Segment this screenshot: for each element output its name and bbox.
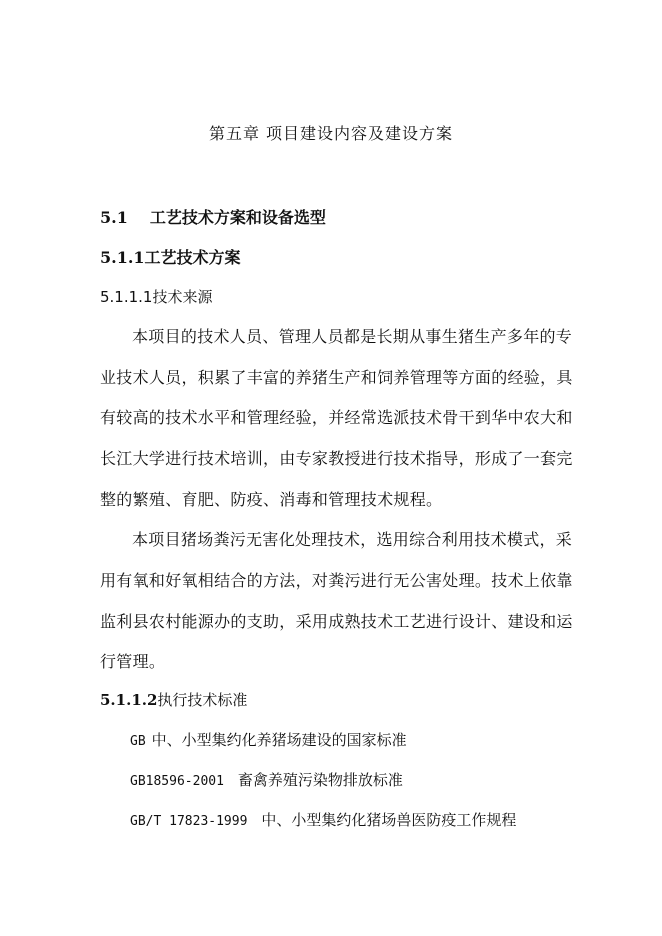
- section-5-1-1-1-heading: [100, 286, 213, 307]
- section-title: 执行技术标准: [157, 691, 248, 709]
- standard-item: [130, 729, 407, 750]
- standard-item: [130, 769, 403, 790]
- standard-code: GB18596-2001: [130, 774, 224, 789]
- paragraph-line: 本项目猪场粪污无害化处理技术，选用综合利用技术模式，采: [132, 530, 573, 549]
- standard-code: GB: [130, 734, 146, 749]
- paragraph-line: 整的繁殖、育肥、防疫、消毒和管理技术规程。: [100, 490, 443, 509]
- paragraph-line: 业技术人员，积累了丰富的养猪生产和饲养管理等方面的经验，具: [100, 368, 573, 387]
- section-number: 5.1.1: [100, 248, 145, 267]
- standard-text: 中、小型集约化养猪场建设的国家标准: [151, 731, 407, 749]
- section-title: 工艺技术方案和设备选型: [149, 208, 326, 227]
- standard-code: GB/T 17823-1999: [130, 814, 248, 829]
- section-5-1-heading: [100, 205, 326, 228]
- standard-text: 畜禽养殖污染物排放标准: [237, 771, 403, 789]
- section-title: 技术来源: [152, 288, 213, 306]
- paragraph-line: 行管理。: [100, 652, 166, 671]
- paragraph-line: 本项目的技术人员、管理人员都是长期从事生猪生产多年的专: [132, 327, 573, 346]
- standard-text: 中、小型集约化猪场兽医防疫工作规程: [261, 811, 517, 829]
- paragraph-line: 长江大学进行技术培训，由专家教授进行技术指导，形成了一套完: [100, 449, 573, 468]
- chapter-title: 第五章 项目建设内容及建设方案: [208, 124, 454, 143]
- section-5-1-1-heading: [100, 245, 241, 268]
- paragraph-line: 有较高的技术水平和管理经验，并经常选派技术骨干到华中农大和: [100, 408, 573, 427]
- section-number: 5.1.1.1: [100, 288, 153, 306]
- section-title: 工艺技术方案: [144, 248, 241, 267]
- section-number: 5.1.1.2: [100, 691, 158, 709]
- section-5-1-1-2-heading: [100, 689, 247, 710]
- paragraph-line: 用有氧和好氧相结合的方法，对粪污进行无公害处理。技术上依靠: [100, 571, 573, 590]
- paragraph-line: 监利县农村能源办的支助，采用成熟技术工艺进行设计、建设和运: [100, 612, 573, 631]
- standard-item: [130, 809, 516, 830]
- section-number: 5.1: [100, 208, 128, 227]
